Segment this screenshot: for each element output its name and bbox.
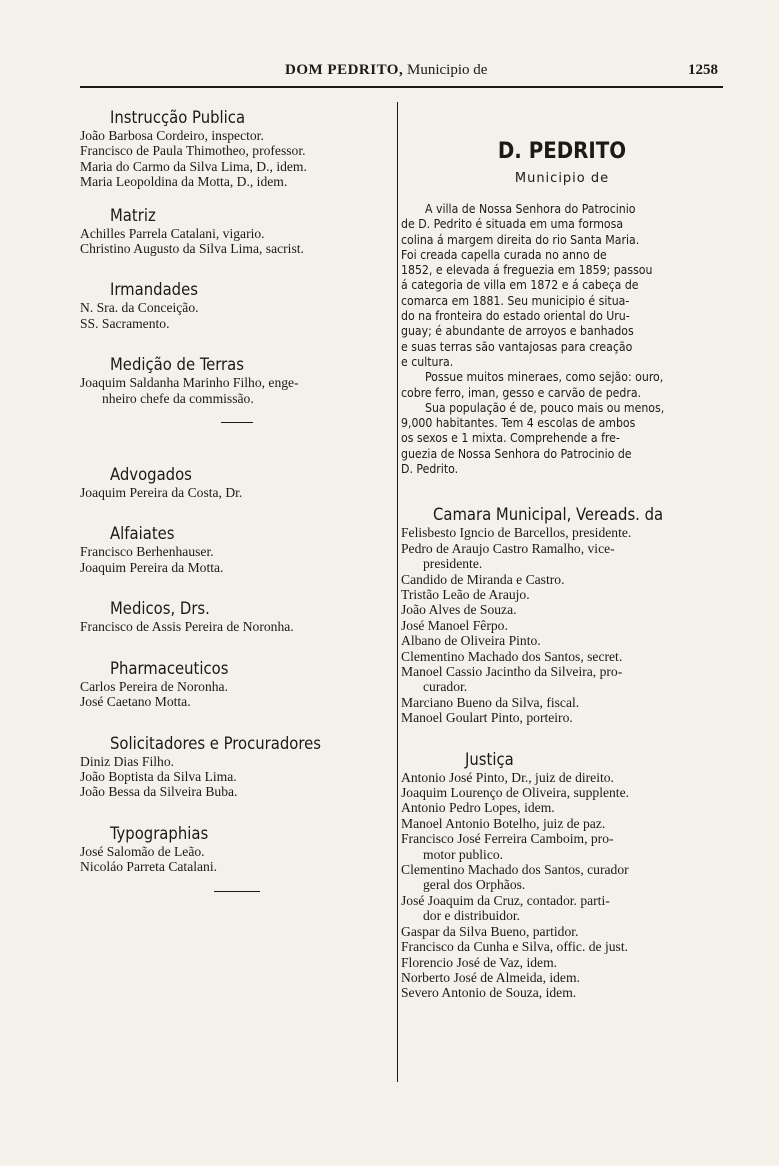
list-item: José Caetano Motta. — [80, 694, 191, 710]
list-item-continuation: geral dos Orphãos. — [423, 877, 526, 893]
intro-line: cobre ferro, iman, gesso e carvão de pedra. — [401, 385, 642, 400]
list-item: Gaspar da Silva Bueno, partidor. — [401, 923, 579, 939]
list-item: Antonio José Pinto, Dr., juiz de direito. — [401, 769, 614, 785]
section-typographias — [80, 824, 394, 875]
section-heading: Solicitadores e Procuradores — [110, 733, 321, 753]
section-heading: Medicos, Drs. — [110, 599, 210, 619]
header-rule — [80, 86, 723, 88]
list-item-continuation: dor e distribuidor. — [423, 908, 521, 924]
list-item: Francisco de Paula Thimotheo, professor. — [80, 143, 306, 159]
section-pharmaceuticos — [80, 659, 394, 710]
list-item: N. Sra. da Conceição. — [80, 300, 199, 316]
list-item: Manoel Antonio Botelho, juiz de paz. — [401, 815, 606, 831]
section-heading: Medição de Terras — [110, 355, 244, 375]
list-item: Candido de Miranda e Castro. — [401, 571, 565, 587]
intro-line: Sua população é de, pouco mais ou menos, — [425, 400, 665, 415]
list-item: João Alves de Souza. — [401, 602, 517, 618]
intro-line: Possue muitos mineraes, como sejão: ouro, — [425, 370, 664, 385]
list-item: Maria Leopoldina da Motta, D., idem. — [80, 174, 288, 190]
list-item: Joaquim Saldanha Marinho Filho, enge- — [80, 375, 299, 391]
list-item: José Joaquim da Cruz, contador. parti- — [401, 892, 610, 908]
section-heading: Matriz — [110, 205, 156, 225]
intro-line: 1852, e elevada á freguezia em 1859; passou — [401, 263, 653, 278]
list-item: Francisco da Cunha e Silva, offic. de just. — [401, 939, 629, 955]
intro-line: guay; é abundante de arroyos e banhados — [401, 324, 634, 339]
column-divider — [397, 102, 398, 1082]
section-advogados — [80, 465, 394, 500]
section-heading: Advogados — [110, 465, 192, 485]
section-rule — [214, 891, 260, 892]
list-item: Clementino Machado dos Santos, secret. — [401, 648, 623, 664]
list-item: Achilles Parrela Catalani, vigario. — [80, 225, 265, 241]
list-item: Clementino Machado dos Santos, curador — [401, 862, 629, 878]
intro-line: colina á margem direita do rio Santa Maria. — [401, 232, 640, 247]
section-heading: Pharmaceuticos — [110, 658, 229, 678]
intro-line: e suas terras são vantajosas para creação — [401, 339, 633, 354]
list-item-continuation: nheiro chefe da commissão. — [102, 390, 254, 406]
section-heading: Camara Municipal, Vereads. da — [433, 505, 664, 525]
list-item: Felisbesto Igncio de Barcellos, presidente. — [401, 525, 632, 541]
page-number: 1258 — [688, 62, 718, 78]
intro-line: comarca em 1881. Seu municipio é situa- — [401, 293, 630, 308]
section-alfaiates — [80, 524, 394, 575]
intro-line: A villa de Nossa Senhora do Patrocinio — [425, 202, 636, 216]
section-matriz — [80, 206, 394, 257]
list-item: Christino Augusto da Silva Lima, sacrist. — [80, 241, 304, 257]
left-column — [80, 108, 394, 892]
intro-line: á categoria de villa em 1872 e á cabeça de — [401, 278, 639, 293]
intro-line: 9,000 habitantes. Tem 4 escolas de ambos — [401, 416, 636, 431]
list-item: Norberto José de Almeida, idem. — [401, 969, 580, 985]
intro-line: guezia de Nossa Senhora do Patrocinio de — [401, 446, 632, 461]
page-title: D. PEDRITO — [497, 139, 627, 164]
list-item: João Bessa da Silveira Buba. — [80, 784, 238, 800]
running-header — [80, 60, 720, 84]
list-item: João Barbosa Cordeiro, inspector. — [80, 128, 264, 143]
section-medicao — [80, 355, 394, 406]
list-item-continuation: motor publico. — [423, 846, 504, 862]
section-solicitadores — [80, 734, 394, 800]
list-item: SS. Sacramento. — [80, 315, 170, 331]
list-item: Joaquim Lourenço de Oliveira, supplente. — [401, 785, 630, 801]
intro-line: Foi creada capella curada no anno de — [401, 247, 607, 262]
list-item: Joaquim Pereira da Costa, Dr. — [80, 485, 243, 501]
intro-line: e cultura. — [401, 354, 454, 369]
list-item: Maria do Carmo da Silva Lima, D., idem. — [80, 158, 307, 174]
intro-line: de D. Pedrito é situada em uma formosa — [401, 217, 624, 232]
list-item: José Manoel Fêrpo. — [401, 617, 508, 633]
intro-line: D. Pedrito. — [401, 462, 459, 477]
right-column — [401, 108, 723, 1001]
list-item-continuation: presidente. — [423, 556, 483, 572]
list-item: Francisco Berhenhauser. — [80, 544, 214, 560]
list-item: Diniz Dias Filho. — [80, 753, 175, 769]
section-instruccao — [80, 108, 394, 190]
list-item: Manoel Goulart Pinto, porteiro. — [401, 710, 573, 726]
list-item: Pedro de Araujo Castro Ramalho, vice- — [401, 540, 615, 556]
intro-line: do na fronteira do estado oriental do Uru- — [401, 309, 630, 324]
list-item: Albano de Oliveira Pinto. — [401, 633, 541, 649]
page-subtitle: Municipio de — [514, 171, 610, 186]
list-item: Marciano Bueno da Silva, fiscal. — [401, 694, 580, 710]
list-item: Francisco José Ferreira Camboim, pro- — [401, 831, 614, 847]
list-item: Manoel Cassio Jacintho da Silveira, pro- — [401, 664, 623, 679]
list-item: Nicoláo Parreta Catalani. — [80, 859, 218, 875]
section-heading: Justiça — [465, 749, 514, 769]
list-item-continuation: curador. — [423, 679, 468, 695]
list-item: José Salomão de Leão. — [80, 843, 205, 859]
list-item: Tristão Leão de Araujo. — [401, 586, 530, 602]
list-item: Joaquim Pereira da Motta. — [80, 559, 224, 575]
section-irmandades — [80, 280, 394, 331]
intro-paragraph — [401, 202, 723, 477]
running-title: DOM PEDRITO, Municipio de — [285, 62, 488, 78]
section-medicos — [80, 599, 394, 634]
list-item: Severo Antonio de Souza, idem. — [401, 985, 577, 1001]
list-item: João Boptista da Silva Lima. — [80, 768, 237, 784]
section-heading: Instrucção Publica — [110, 108, 246, 127]
list-item: Florencio José de Vaz, idem. — [401, 954, 558, 970]
section-heading: Irmandades — [110, 280, 198, 300]
section-justica — [401, 750, 723, 1001]
list-item: Francisco de Assis Pereira de Noronha. — [80, 619, 294, 635]
list-item: Carlos Pereira de Noronha. — [80, 678, 228, 694]
section-heading: Typographias — [110, 823, 209, 843]
intro-line: os sexos e 1 mixta. Comprehende a fre- — [401, 431, 620, 446]
section-camara — [401, 505, 723, 725]
municipality-title-block — [401, 138, 723, 188]
list-item: Antonio Pedro Lopes, idem. — [401, 800, 555, 816]
section-heading: Alfaiates — [110, 524, 175, 544]
